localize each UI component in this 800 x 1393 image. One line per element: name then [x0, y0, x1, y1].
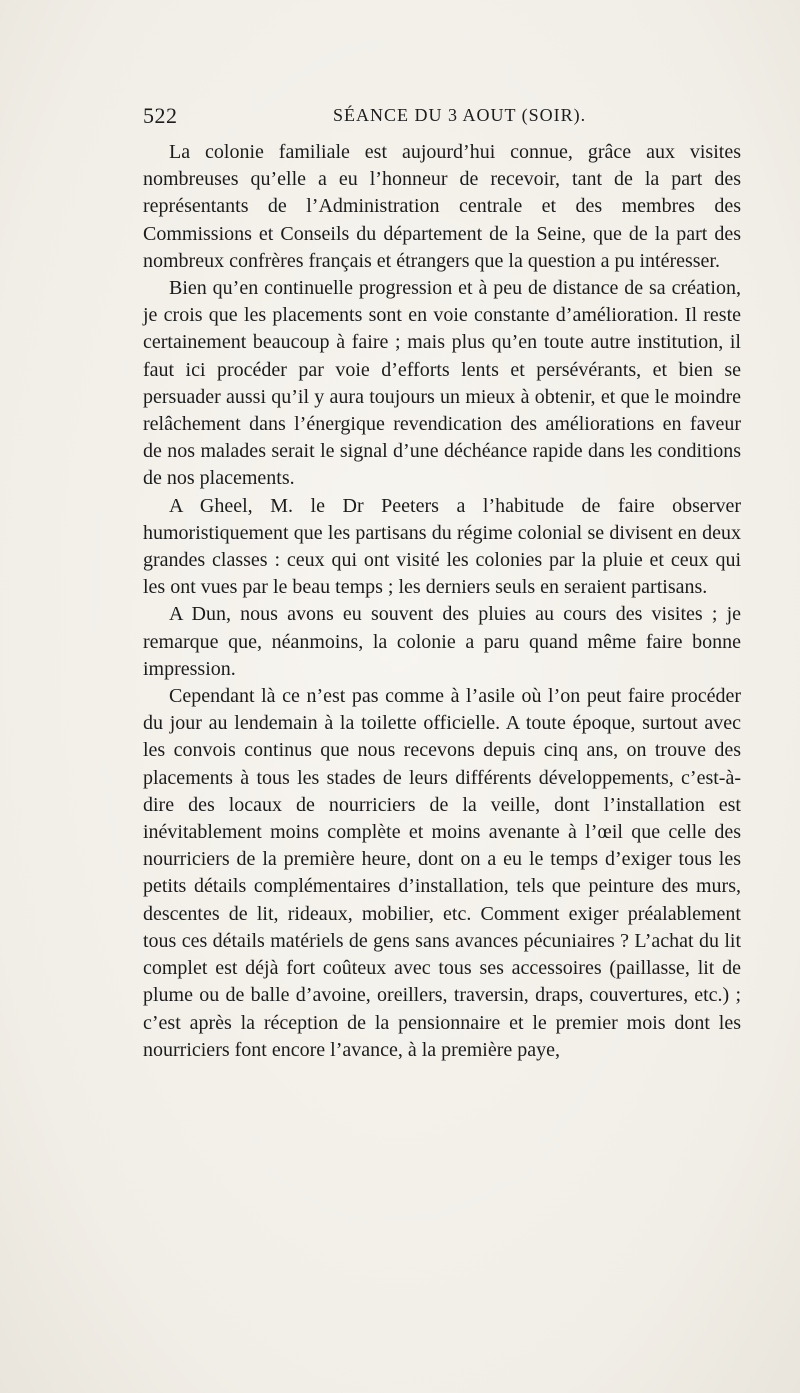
paragraph-2: Bien qu’en continuelle progression et à peu de distance de sa création, je crois que les placements sont en voie constante d’amélioration. Il reste certainement beaucoup à faire ; mais plus qu’en toute autre institution, il faut ici procéder par voie d’efforts lents et persévérants, et bien se persuader aussi qu’il y aura toujours un mieux à obtenir, et que le moindre relâchement dans l’énergique revendication des améliorations en faveur de nos malades serait le signal d’une déchéance rapide dans les conditions de nos placements. — [143, 277, 741, 490]
paragraph-5: Cependant là ce n’est pas comme à l’asile où l’on peut faire procéder du jour au lendemain à la toilette officielle. A toute époque, surtout avec les convois continus que nous recevons depuis cinq ans, on trouve des placements à tous les stades de leurs différents développements, c’est-à-dire des locaux de nourriciers de la veille, dont l’installation est inévitablement moins complète et moins avenante à l’œil que celle des nourriciers de la première heure, dont on a eu le temps d’exiger tous les petits détails complémentaires d’installation, tels que peinture des murs, descentes de lit, rideaux, mobilier, etc. Comment exiger préalablement tous ces détails matériels de gens sans avances pécuniaires ? L’achat du lit complet est déjà fort coûteux avec tous ses accessoires (paillasse, lit de plume ou de balle d’avoine, oreillers, traversin, draps, couvertures, etc.) ; c’est après la réception de la pensionnaire et le premier mois dont les nourriciers font encore l’avance, à la première paye, — [143, 685, 741, 1061]
running-head: SÉANCE DU 3 AOUT (SOIR). — [333, 105, 587, 125]
body-text — [143, 139, 741, 1064]
paragraph-4: A Dun, nous avons eu souvent des pluies au cours des visites ; je remarque que, néanmoins, la colonie a paru quand même faire bonne impression. — [143, 603, 741, 680]
paragraph-3: A Gheel, M. le Dr Peeters a l’habitude de faire observer humoristiquement que les partisans du régime colonial se divisent en deux grandes classes : ceux qui ont visité les colonies par la pluie et ceux qui les ont vues par le beau temps ; les derniers seuls en seraient partisans. — [143, 494, 741, 599]
page-header — [143, 103, 741, 133]
paragraph-1: La colonie familiale est aujourd’hui connue, grâce aux visites nombreuses qu’elle a eu l’honneur de recevoir, tant de la part des représentants de l’Administration centrale et des membres des Commissions et Conseils du département de la Seine, que de la part des nombreux confrères français et étrangers que la question a pu intéresser. — [143, 141, 741, 272]
page-number: 522 — [143, 103, 178, 128]
